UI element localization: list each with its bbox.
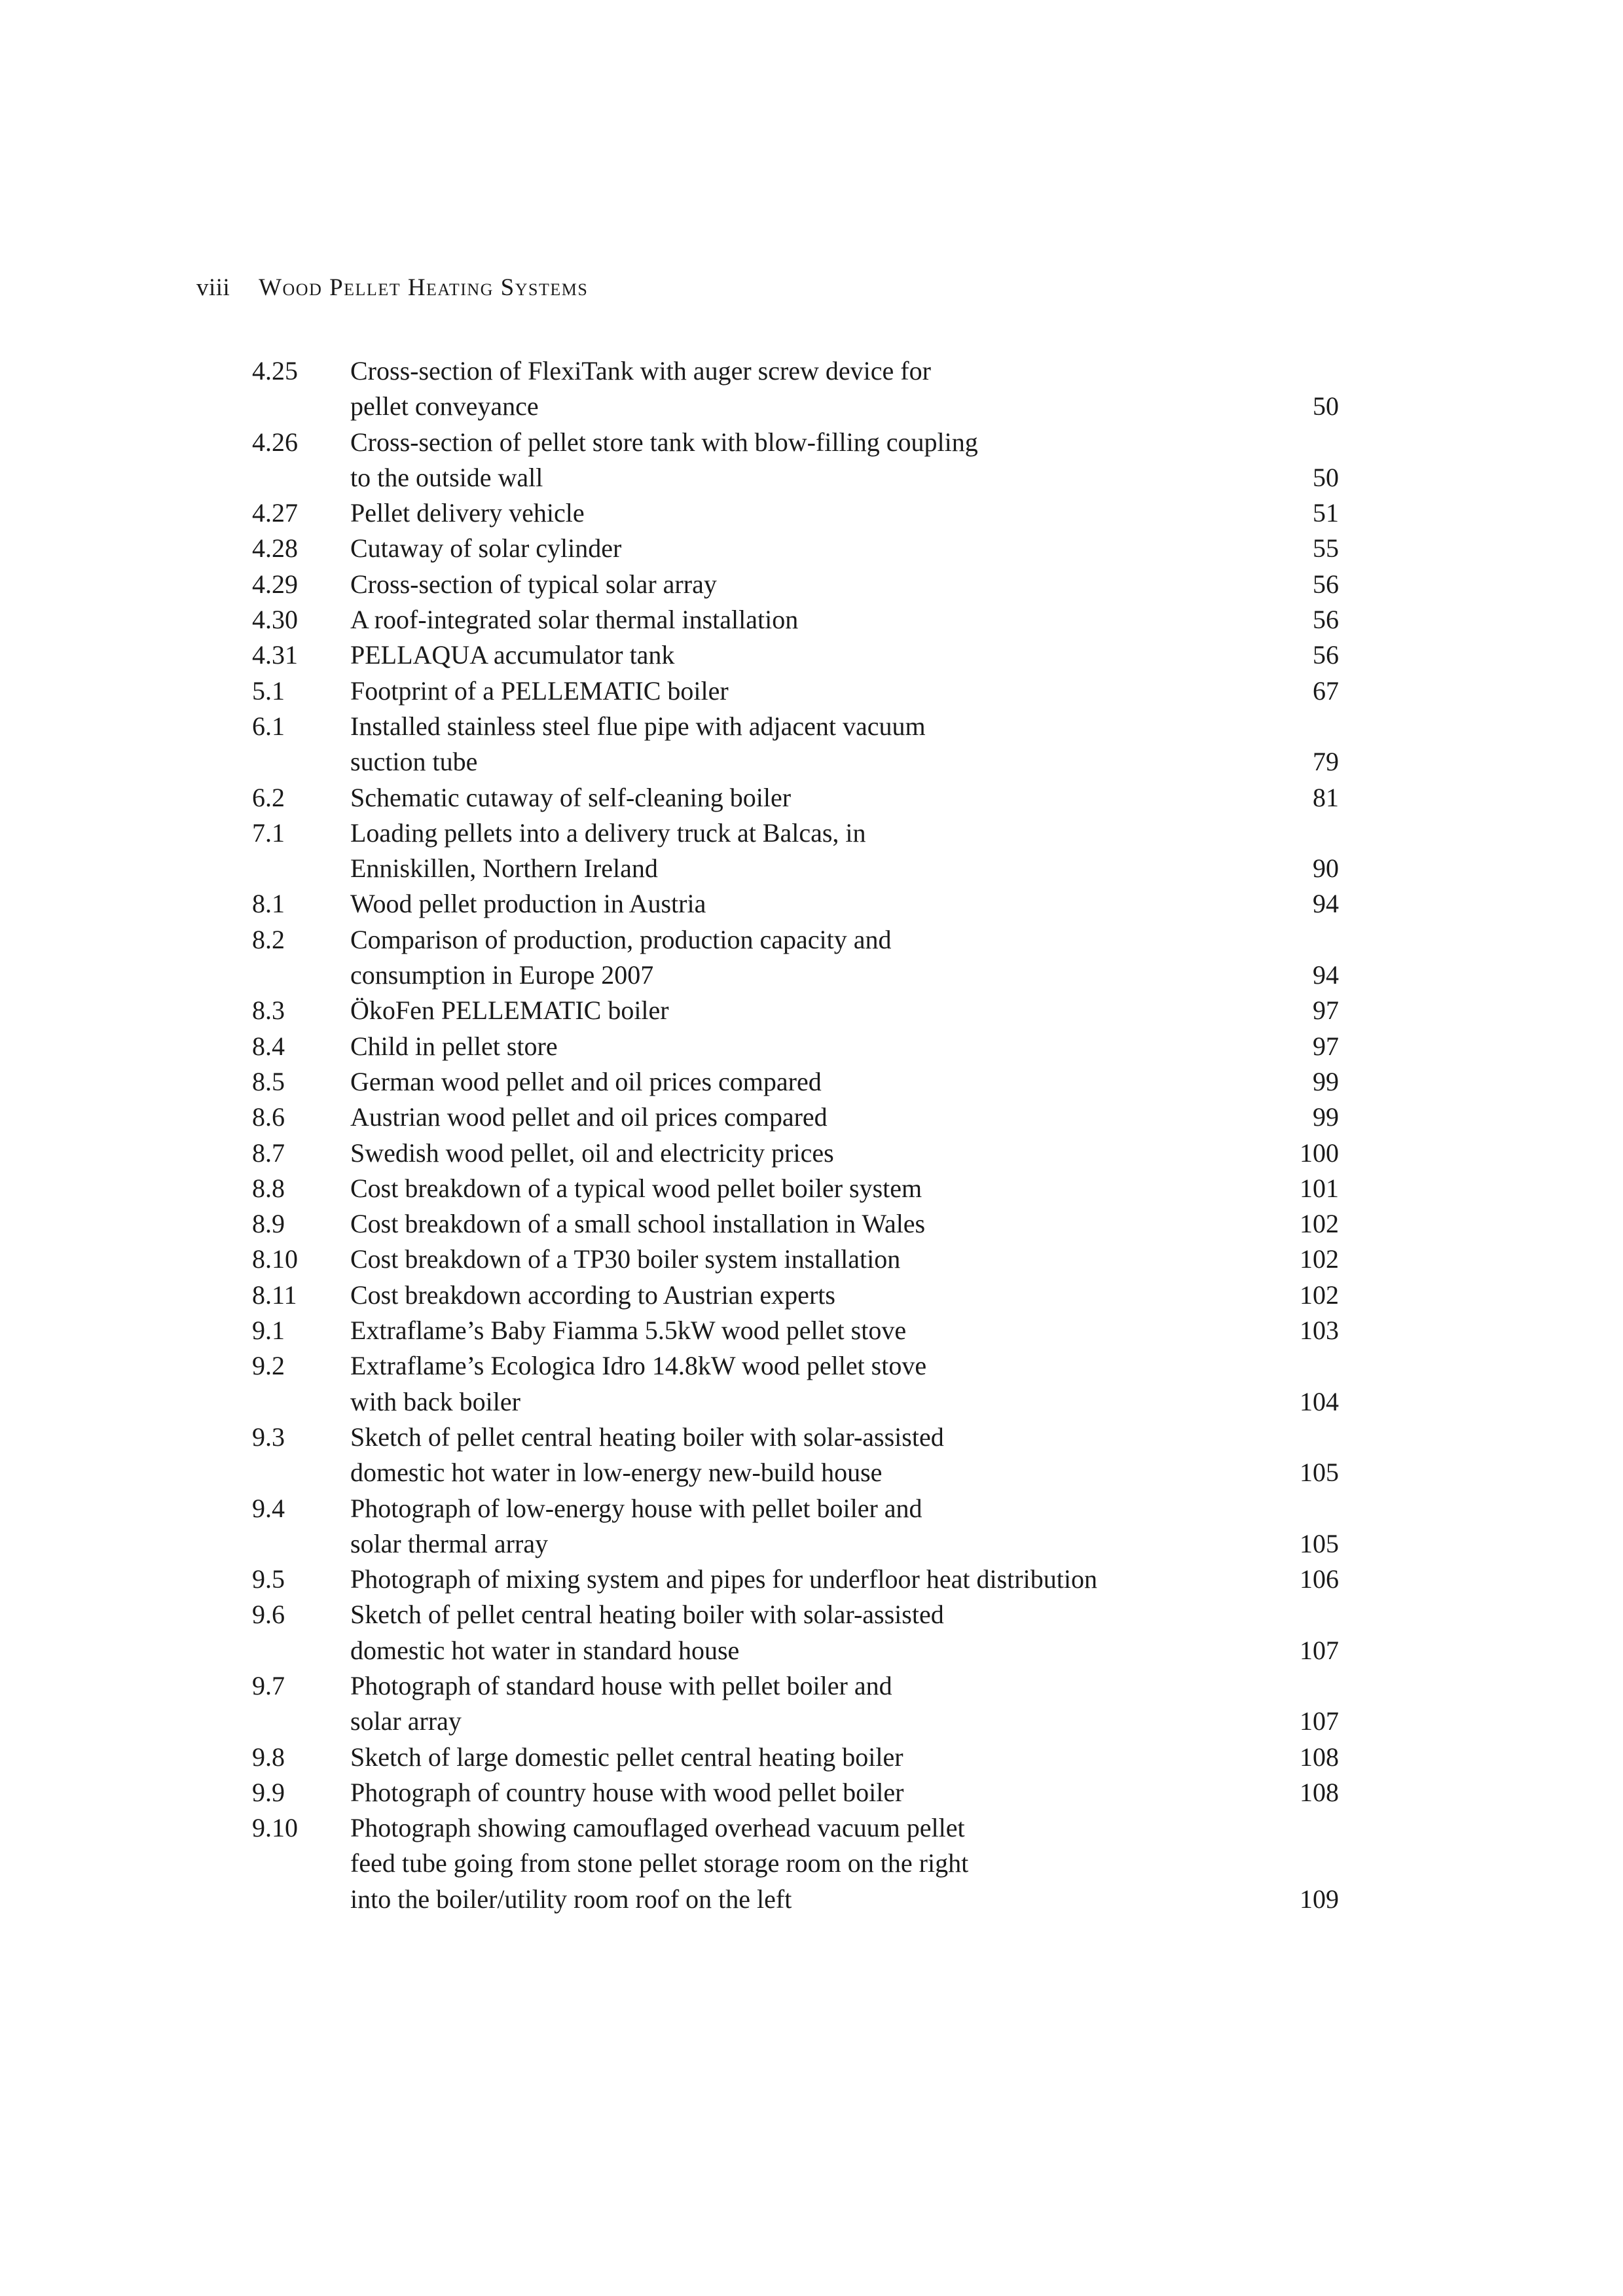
- book-title: Wood Pellet Heating Systems: [259, 274, 589, 301]
- running-head: [196, 274, 588, 302]
- figure-caption-line: Pellet delivery vehicle: [350, 498, 585, 528]
- figure-page-number: 108: [1300, 1742, 1339, 1772]
- figure-page-number: 97: [1313, 996, 1339, 1026]
- figure-entry: [252, 567, 1339, 602]
- figure-caption-line: domestic hot water in low-energy new-build house: [350, 1458, 883, 1488]
- figure-number: 9.8: [252, 1742, 285, 1772]
- figure-caption-line: Swedish wood pellet, oil and electricity prices: [350, 1138, 834, 1168]
- figure-caption-line: Wood pellet production in Austria: [350, 889, 706, 919]
- figure-number: 8.9: [252, 1209, 285, 1239]
- figure-page-number: 105: [1300, 1458, 1339, 1488]
- figure-entry: [252, 1100, 1339, 1135]
- figure-caption-line: consumption in Europe 2007: [350, 960, 654, 990]
- figure-caption-line: Sketch of large domestic pellet central heating boiler: [350, 1742, 903, 1772]
- figure-number: 8.7: [252, 1138, 285, 1168]
- figure-caption-line: Loading pellets into a delivery truck at Balcas, in: [350, 817, 866, 848]
- figure-page-number: 101: [1300, 1173, 1339, 1203]
- figure-caption-line: Extraflame’s Ecologica Idro 14.8kW wood pellet stove: [350, 1351, 927, 1381]
- figure-number: 6.1: [252, 711, 285, 741]
- figure-caption-line: with back boiler: [350, 1386, 520, 1416]
- figure-caption-line: Installed stainless steel flue pipe with adjacent vacuum: [350, 711, 926, 741]
- figure-caption-line: Cutaway of solar cylinder: [350, 533, 622, 564]
- figure-caption-line: Sketch of pellet central heating boiler with solar-assisted: [350, 1600, 944, 1630]
- figure-page-number: 107: [1300, 1706, 1339, 1736]
- figure-page-number: 104: [1300, 1386, 1339, 1416]
- figure-caption-line: Sketch of pellet central heating boiler with solar-assisted: [350, 1422, 944, 1452]
- figure-entry: [252, 1242, 1339, 1277]
- figure-number: 8.3: [252, 996, 285, 1026]
- figure-caption-line: to the outside wall: [350, 462, 543, 492]
- figure-number: 9.4: [252, 1493, 285, 1523]
- figure-entry: [252, 353, 1339, 425]
- figure-page-number: 81: [1313, 782, 1339, 812]
- figure-entry: [252, 602, 1339, 637]
- figure-caption-line: feed tube going from stone pellet storage room on the right: [350, 1848, 969, 1878]
- figure-page-number: 94: [1313, 960, 1339, 990]
- figure-number: 8.4: [252, 1031, 285, 1061]
- figure-entry: [252, 1810, 1339, 1917]
- figure-number: 4.27: [252, 498, 298, 528]
- figure-caption-line: German wood pellet and oil prices compared: [350, 1066, 822, 1096]
- figure-caption-line: Cross-section of pellet store tank with blow-filling coupling: [350, 427, 978, 457]
- figure-caption-line: suction tube: [350, 747, 478, 777]
- page-folio: viii: [196, 274, 230, 301]
- figure-page-number: 51: [1313, 498, 1339, 528]
- figure-number: 4.25: [252, 356, 298, 386]
- figure-entry: [252, 1562, 1339, 1597]
- figure-number: 4.29: [252, 569, 298, 599]
- figure-number: 5.1: [252, 675, 285, 706]
- figure-page-number: 67: [1313, 675, 1339, 706]
- figure-number: 4.30: [252, 605, 298, 635]
- figure-page-number: 56: [1313, 640, 1339, 670]
- figure-entry: [252, 673, 1339, 709]
- figure-page-number: 103: [1300, 1316, 1339, 1346]
- figure-caption-line: domestic hot water in standard house: [350, 1635, 740, 1665]
- figure-caption-line: solar thermal array: [350, 1528, 549, 1558]
- figure-entry: [252, 886, 1339, 922]
- figure-page-number: 108: [1300, 1777, 1339, 1807]
- figure-number: 8.10: [252, 1244, 298, 1274]
- figure-caption-line: Child in pellet store: [350, 1031, 558, 1061]
- figure-entry: [252, 816, 1339, 887]
- figure-entry: [252, 1740, 1339, 1775]
- figure-page-number: 102: [1300, 1209, 1339, 1239]
- figure-caption-line: Photograph of mixing system and pipes for underfloor heat distribution: [350, 1564, 1097, 1594]
- figure-entry: [252, 780, 1339, 816]
- figure-entry: [252, 1029, 1339, 1064]
- figure-number: 9.7: [252, 1670, 285, 1700]
- figure-number: 9.5: [252, 1564, 285, 1594]
- figure-caption-line: Footprint of a PELLEMATIC boiler: [350, 675, 729, 706]
- figure-caption-line: Cost breakdown according to Austrian experts: [350, 1280, 835, 1310]
- figure-caption-line: Cross-section of typical solar array: [350, 569, 717, 599]
- figure-entry: [252, 1313, 1339, 1348]
- figure-caption-line: Extraflame’s Baby Fiamma 5.5kW wood pellet stove: [350, 1316, 907, 1346]
- figure-caption-line: Comparison of production, production capacity and: [350, 924, 892, 954]
- figure-caption-line: Austrian wood pellet and oil prices compared: [350, 1102, 828, 1132]
- figure-page-number: 105: [1300, 1528, 1339, 1558]
- figure-number: 8.11: [252, 1280, 297, 1310]
- figure-caption-line: pellet conveyance: [350, 391, 539, 422]
- figure-page-number: 56: [1313, 605, 1339, 635]
- figure-page-number: 90: [1313, 853, 1339, 884]
- figure-page-number: 99: [1313, 1102, 1339, 1132]
- figure-page-number: 107: [1300, 1635, 1339, 1665]
- figure-number: 4.26: [252, 427, 298, 457]
- figure-number: 8.8: [252, 1173, 285, 1203]
- figure-entry: [252, 1278, 1339, 1313]
- figure-caption-line: Schematic cutaway of self-cleaning boiler: [350, 782, 792, 812]
- figure-entry: [252, 425, 1339, 496]
- figure-page-number: 102: [1300, 1280, 1339, 1310]
- figure-number: 4.28: [252, 533, 298, 564]
- figure-number: 9.9: [252, 1777, 285, 1807]
- figure-caption-line: Photograph of low-energy house with pellet boiler and: [350, 1493, 922, 1523]
- figure-page-number: 55: [1313, 533, 1339, 564]
- figure-caption-line: Cost breakdown of a TP30 boiler system installation: [350, 1244, 901, 1274]
- figure-entry: [252, 495, 1339, 531]
- figure-caption-line: Photograph showing camouflaged overhead vacuum pellet: [350, 1813, 965, 1843]
- figure-entry: [252, 531, 1339, 566]
- figure-entry: [252, 922, 1339, 994]
- figure-number: 9.3: [252, 1422, 285, 1452]
- figure-number: 9.2: [252, 1351, 285, 1381]
- figure-number: 9.6: [252, 1600, 285, 1630]
- figure-caption-line: PELLAQUA accumulator tank: [350, 640, 675, 670]
- figure-entry: [252, 1491, 1339, 1562]
- figure-entry: [252, 1668, 1339, 1740]
- figure-entry: [252, 1420, 1339, 1491]
- figure-caption-line: A roof-integrated solar thermal installation: [350, 605, 799, 635]
- figure-caption-line: ÖkoFen PELLEMATIC boiler: [350, 996, 669, 1026]
- figure-page-number: 79: [1313, 747, 1339, 777]
- figure-entry: [252, 709, 1339, 780]
- figure-page-number: 50: [1313, 391, 1339, 422]
- figure-number: 8.2: [252, 924, 285, 954]
- figure-caption-line: Cross-section of FlexiTank with auger screw device for: [350, 356, 931, 386]
- figure-number: 8.6: [252, 1102, 285, 1132]
- figure-number: 8.1: [252, 889, 285, 919]
- figure-number: 9.1: [252, 1316, 285, 1346]
- figure-caption-line: into the boiler/utility room roof on the left: [350, 1884, 792, 1914]
- figure-entry: [252, 1775, 1339, 1810]
- figure-entry: [252, 1064, 1339, 1100]
- figure-page-number: 50: [1313, 462, 1339, 492]
- figure-number: 9.10: [252, 1813, 298, 1843]
- figure-caption-line: solar array: [350, 1706, 462, 1736]
- figure-number: 4.31: [252, 640, 298, 670]
- figure-entry: [252, 1206, 1339, 1242]
- figure-caption-line: Photograph of country house with wood pellet boiler: [350, 1777, 904, 1807]
- figure-entry: [252, 1171, 1339, 1206]
- figure-page-number: 94: [1313, 889, 1339, 919]
- figure-number: 6.2: [252, 782, 285, 812]
- figure-caption-line: Enniskillen, Northern Ireland: [350, 853, 658, 884]
- figure-caption-line: Cost breakdown of a small school installation in Wales: [350, 1209, 926, 1239]
- figure-number: 7.1: [252, 817, 285, 848]
- figure-entry: [252, 1348, 1339, 1420]
- figure-entry: [252, 1136, 1339, 1171]
- figure-page-number: 56: [1313, 569, 1339, 599]
- figure-entry: [252, 1597, 1339, 1668]
- figure-page-number: 100: [1300, 1138, 1339, 1168]
- figure-page-number: 99: [1313, 1066, 1339, 1096]
- list-of-figures: [252, 353, 1339, 1917]
- figure-caption-line: Photograph of standard house with pellet boiler and: [350, 1670, 892, 1700]
- figure-page-number: 106: [1300, 1564, 1339, 1594]
- figure-page-number: 97: [1313, 1031, 1339, 1061]
- figure-page-number: 102: [1300, 1244, 1339, 1274]
- figure-number: 8.5: [252, 1066, 285, 1096]
- figure-page-number: 109: [1300, 1884, 1339, 1914]
- figure-entry: [252, 637, 1339, 673]
- figure-caption-line: Cost breakdown of a typical wood pellet boiler system: [350, 1173, 922, 1203]
- figure-entry: [252, 993, 1339, 1028]
